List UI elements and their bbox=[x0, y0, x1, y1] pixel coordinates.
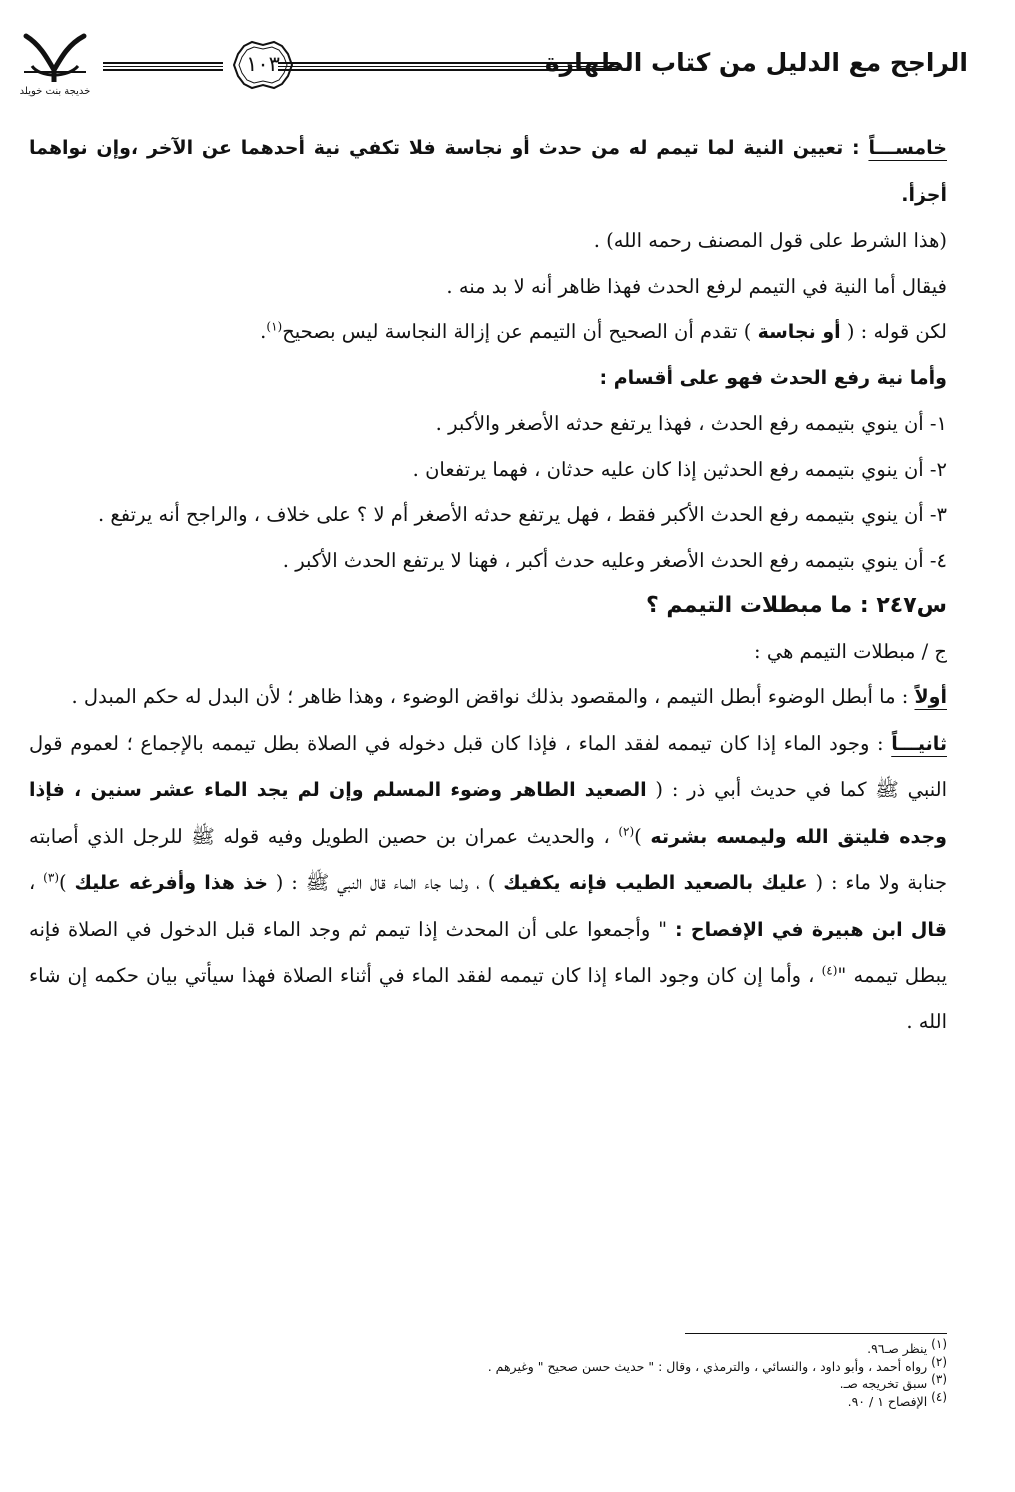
ordinal-second: ثانيـــاً bbox=[891, 732, 947, 755]
footnote-ref-4[interactable]: (٤) bbox=[821, 963, 838, 978]
footnotes bbox=[29, 1336, 947, 1410]
footnote-item: $^{(٤)}$ الإفصاح ١ / ٩٠. bbox=[847, 1389, 947, 1409]
fifth-condition-text: : تعيين النية لما تيمم له من حدث أو نجاسة فلا تكفي نية أحدهما عن الآخر ،وإن نواهما أجزأ. bbox=[29, 137, 947, 206]
footnote-item: $^{(٣)}$ سبق تخريجه صـ. bbox=[839, 1371, 947, 1391]
footnote-item: $^{(٢)}$ رواه أحمد ، وأبو داود ، والنسائي ، والترمذي ، وقال : " حديث حسن صحيح " وغيرهم . bbox=[487, 1354, 947, 1374]
hadith-quote: عليك بالصعيد الطيب فإنه يكفيك bbox=[503, 872, 808, 894]
footnote-ref-1[interactable]: (١) bbox=[266, 319, 283, 334]
footnote-ref-2[interactable]: (٢) bbox=[618, 824, 635, 838]
answer-intro: ج / مبطلات التيمم هي : bbox=[754, 639, 947, 663]
paragraph-second-nullifier: ثانيـــاً : وجود الماء إذا كان تيممه لفقد الماء ، فإذا كان قبل دخوله في الصلاة بطل تيممه بالإجماع ؛ لعموم قول النبي ﷺ كما في حديث أبي ذر : ( الصعيد الطاهر وضوء المسلم وإن لم يجد الماء عشر سنين ، فإذا وجده فليتق الله وليمسه بشرته )$^{(٢)}$ ، والحديث عمران بن حصين الطويل وفيه قوله ﷺ للرجل الذي أصابته جنابة ولا ماء : ( عليك بالصعيد الطيب فإنه يكفيك ) ، ولما جاء الماء قال النبي ﷺ : ( خذ هذا وأفرغه عليك )$^{(٣)}$ ، قال ابن هبيرة في الإفصاح : " وأجمعوا على أن المحدث إذا تيمم ثم وجد الماء قبل الدخول في الصلاة فإنه يبطل تيممه "$^{(٤)}$ ، وأما إن كان وجود الماء إذا كان تيممه لفقد الماء في أثناء الصلاة فهذا سيأتي بيان حكمه إن شاء الله . bbox=[29, 731, 947, 1033]
header-rule-left bbox=[103, 62, 223, 71]
page-header bbox=[8, 26, 968, 106]
list-item: ١- أن ينوي بتيممه رفع الحدث ، فهذا يرتفع حدثه الأصغر والأكبر . bbox=[435, 412, 947, 435]
main-text bbox=[29, 125, 947, 1044]
publisher-logo bbox=[14, 26, 96, 104]
list-item: ٢- أن ينوي بتيممه رفع الحدثين إذا كان عليه حدثان ، فهما يرتفعان . bbox=[412, 457, 947, 481]
paragraph-note: (هذا الشرط على قول المصنف رحمه الله) . bbox=[593, 229, 947, 252]
ordinal-first: أولاً bbox=[914, 686, 947, 708]
scholar-citation: قال ابن هبيرة في الإفصاح : bbox=[675, 918, 947, 941]
footnote-ref-3[interactable]: (٣) bbox=[43, 870, 59, 885]
list-item: ٣- أن ينوي بتيممه رفع الحدث الأكبر فقط ، فهل يرتفع حدثه الأصغر أم لا ؟ على خلاف ، والراجح أنه يرتفع . bbox=[98, 503, 947, 526]
running-title: الراجح مع الدليل من كتاب الطهارة bbox=[544, 48, 968, 77]
list-item: ٤- أن ينوي بتيممه رفع الحدث الأصغر وعليه حدث أكبر ، فهنا لا يرتفع الحدث الأكبر . bbox=[282, 548, 947, 572]
quoted-term: أو نجاسة bbox=[757, 321, 841, 343]
paragraph-najasa: لكن قوله : ( أو نجاسة ) تقدم أن الصحيح أن التيمم عن إزالة النجاسة ليس بصحيح$^{(١)}$. bbox=[260, 319, 947, 343]
paragraph-first-nullifier: أولاً : ما أبطل الوضوء أبطل التيمم ، والمقصود بذلك نواقض الوضوء ، وهذا ظاهر ؛ لأن البدل له حكم المبدل . bbox=[71, 685, 947, 708]
paragraph-fifth-condition bbox=[29, 125, 947, 218]
page-number-ornament bbox=[230, 40, 296, 90]
paragraph-divisions-heading: وأما نية رفع الحدث فهو على أقسام : bbox=[599, 366, 947, 389]
footnote-item: $^{(١)}$ ينظر صـ٩٦. bbox=[867, 1336, 947, 1356]
book-logo-icon bbox=[14, 26, 96, 88]
header-rule-right bbox=[278, 62, 618, 71]
logo-caption: خديجة بنت خويلد bbox=[19, 86, 91, 97]
hadith-quote: الصعيد الطاهر وضوء المسلم وإن لم يجد الماء عشر سنين ، فإذا وجده فليتق الله وليمسه بشرته bbox=[29, 779, 947, 848]
hadith-quote: خذ هذا وأفرغه عليك bbox=[74, 872, 268, 894]
ordinal-fifth: خامســـاً bbox=[868, 137, 947, 159]
footnote-separator bbox=[685, 1333, 947, 1334]
paragraph-intention: فيقال أما النية في التيمم لرفع الحدث فهذا ظاهر أنه لا بد منه . bbox=[446, 274, 947, 298]
page-number: ١٠٣ bbox=[246, 52, 280, 76]
question-heading: س٢٤٧ : ما مبطلات التيمم ؟ bbox=[645, 593, 947, 618]
